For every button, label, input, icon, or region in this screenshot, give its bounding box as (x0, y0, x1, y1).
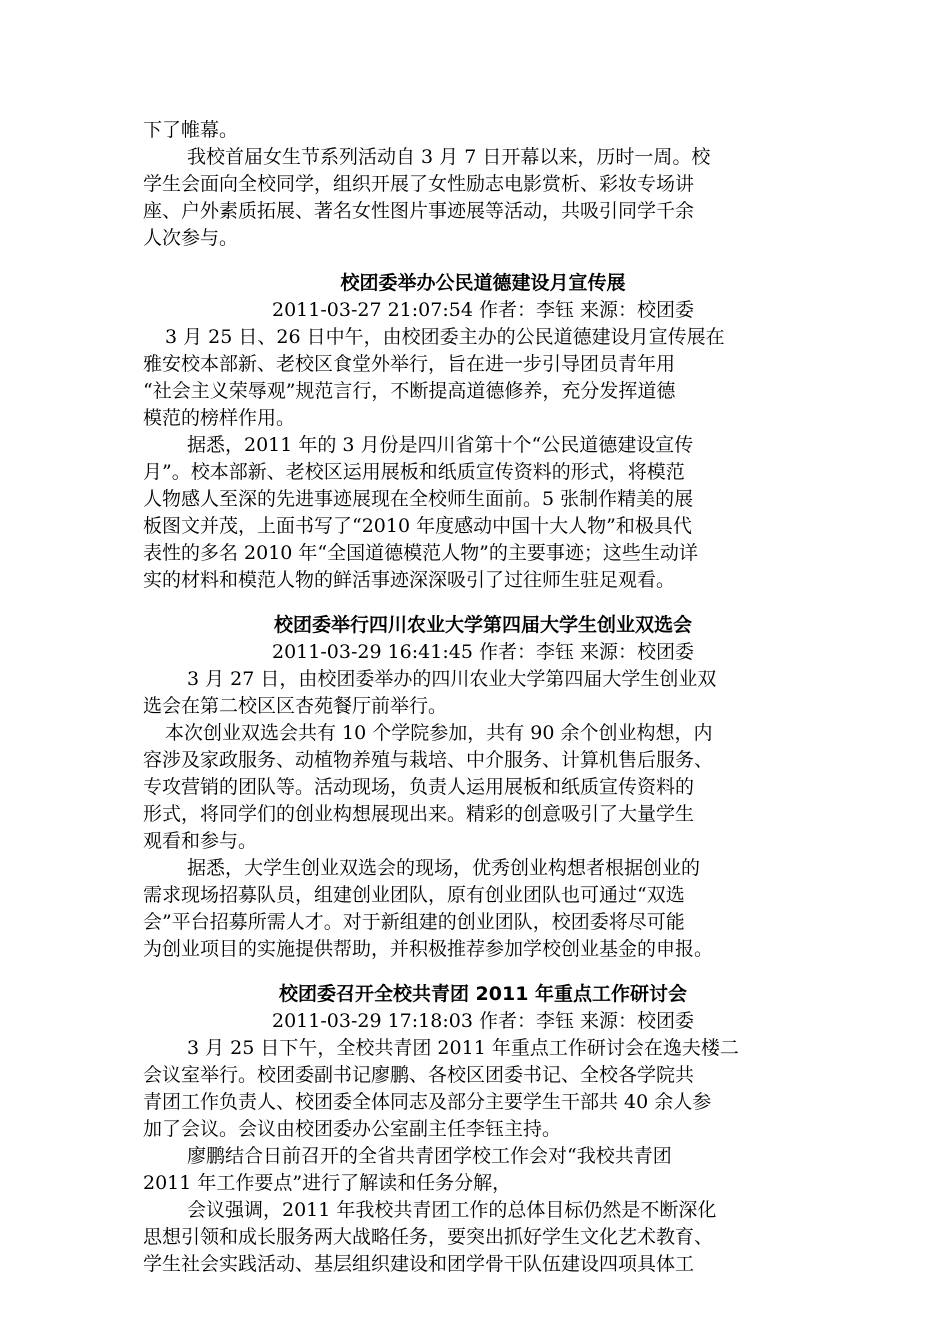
text-line: 人次参与。 (143, 227, 239, 249)
text-line: 形式，将同学们的创业构想展现出来。精彩的创意吸引了大量学生 (143, 803, 695, 825)
text-line: 廖鹏结合日前召开的全省共青团学校工作会对“我校共青团 (187, 1145, 672, 1167)
text-line: 会议室举行。校团委副书记廖鹏、各校区团委书记、全校各学院共 (143, 1064, 695, 1086)
article-title: 校团委举办公民道德建设月宣传展 (340, 272, 626, 294)
article-title: 校团委举行四川农业大学第四届大学生创业双选会 (273, 614, 692, 636)
text-line: 学生社会实践活动、基层组织建设和团学骨干队伍建设四项具体工 (143, 1253, 695, 1275)
text-line: 需求现场招募队员，组建创业团队，原有创业团队也可通过“双选 (143, 884, 685, 906)
text-line: 会”平台招募所需人才。对于新组建的创业团队，校团委将尽可能 (143, 911, 685, 933)
text-line: 3 月 27 日，由校团委举办的四川农业大学第四届大学生创业双 (187, 668, 717, 690)
text-line: 青团工作负责人、校团委全体同志及部分主要学生干部共 40 余人参 (143, 1091, 712, 1113)
text-line: 实的材料和模范人物的鲜活事迹深深吸引了过往师生驻足观看。 (143, 569, 676, 591)
text-line: 表性的多名 2010 年“全国道德模范人物”的主要事迹；这些生动详 (143, 542, 698, 564)
text-line: 容涉及家政服务、动植物养殖与栽培、中介服务、计算机售后服务、 (143, 749, 714, 771)
text-line: 会议强调，2011 年我校共青团工作的总体目标仍然是不断深化 (187, 1199, 717, 1221)
text-line: 观看和参与。 (143, 830, 258, 852)
text-line: 雅安校本部新、老校区食堂外举行，旨在进一步引导团员青年用 (143, 353, 676, 375)
article-entrepreneurship-fair (143, 612, 823, 963)
article-key-work-seminar (143, 981, 823, 1278)
text-line: 3 月 25 日下午，全校共青团 2011 年重点工作研讨会在逸夫楼二 (187, 1037, 739, 1059)
text-line: 3 月 25 日、26 日中午，由校团委主办的公民道德建设月宣传展在 (165, 326, 725, 348)
article-meta: 2011-03-29 16:41:45 作者：李钰 来源：校团委 (272, 641, 694, 663)
text-line: 思想引领和成长服务两大战略任务，要突出抓好学生文化艺术教育、 (143, 1226, 714, 1248)
article-title: 校团委召开全校共青团 2011 年重点工作研讨会 (278, 983, 688, 1005)
article-civic-morality (143, 270, 823, 594)
text-line: 月”。校本部新、老校区运用展板和纸质宣传资料的形式，将模范 (143, 461, 685, 483)
text-line: 2011 年工作要点”进行了解读和任务分解， (143, 1172, 512, 1194)
text-line: 选会在第二校区区杏苑餐厅前举行。 (143, 695, 448, 717)
text-line: 据悉，大学生创业双选会的现场，优秀创业构想者根据创业的 (187, 857, 701, 879)
article-meta: 2011-03-29 17:18:03 作者：李钰 来源：校团委 (272, 1010, 694, 1032)
text-line: 本次创业双选会共有 10 个学院参加，共有 90 余个创业构想，内 (165, 722, 713, 744)
text-line: 模范的榜样作用。 (143, 407, 296, 429)
text-line: “社会主义荣辱观”规范言行，不断提高道德修养，充分发挥道德 (143, 380, 676, 402)
text-line: 下了帷幕。 (143, 119, 239, 141)
text-line: 学生会面向全校同学，组织开展了女性励志电影赏析、彩妆专场讲 (143, 173, 695, 195)
text-line: 座、户外素质拓展、著名女性图片事迹展等活动，共吸引同学千余 (143, 200, 695, 222)
text-line: 人物感人至深的先进事迹展现在全校师生面前。5 张制作精美的展 (143, 488, 694, 510)
intro-section (143, 117, 823, 252)
text-line: 专攻营销的团队等。活动现场，负责人运用展板和纸质宣传资料的 (143, 776, 695, 798)
text-line: 据悉，2011 年的 3 月份是四川省第十个“公民道德建设宣传 (187, 434, 694, 456)
article-meta: 2011-03-27 21:07:54 作者：李钰 来源：校团委 (272, 299, 694, 321)
text-line: 板图文并茂，上面书写了“2010 年度感动中国十大人物”和极具代 (143, 515, 692, 537)
text-line: 我校首届女生节系列活动自 3 月 7 日开幕以来，历时一周。校 (187, 146, 711, 168)
document-page (143, 117, 823, 1278)
text-line: 为创业项目的实施提供帮助，并积极推荐参加学校创业基金的申报。 (143, 938, 714, 960)
text-line: 加了会议。会议由校团委办公室副主任李钰主持。 (143, 1118, 562, 1140)
